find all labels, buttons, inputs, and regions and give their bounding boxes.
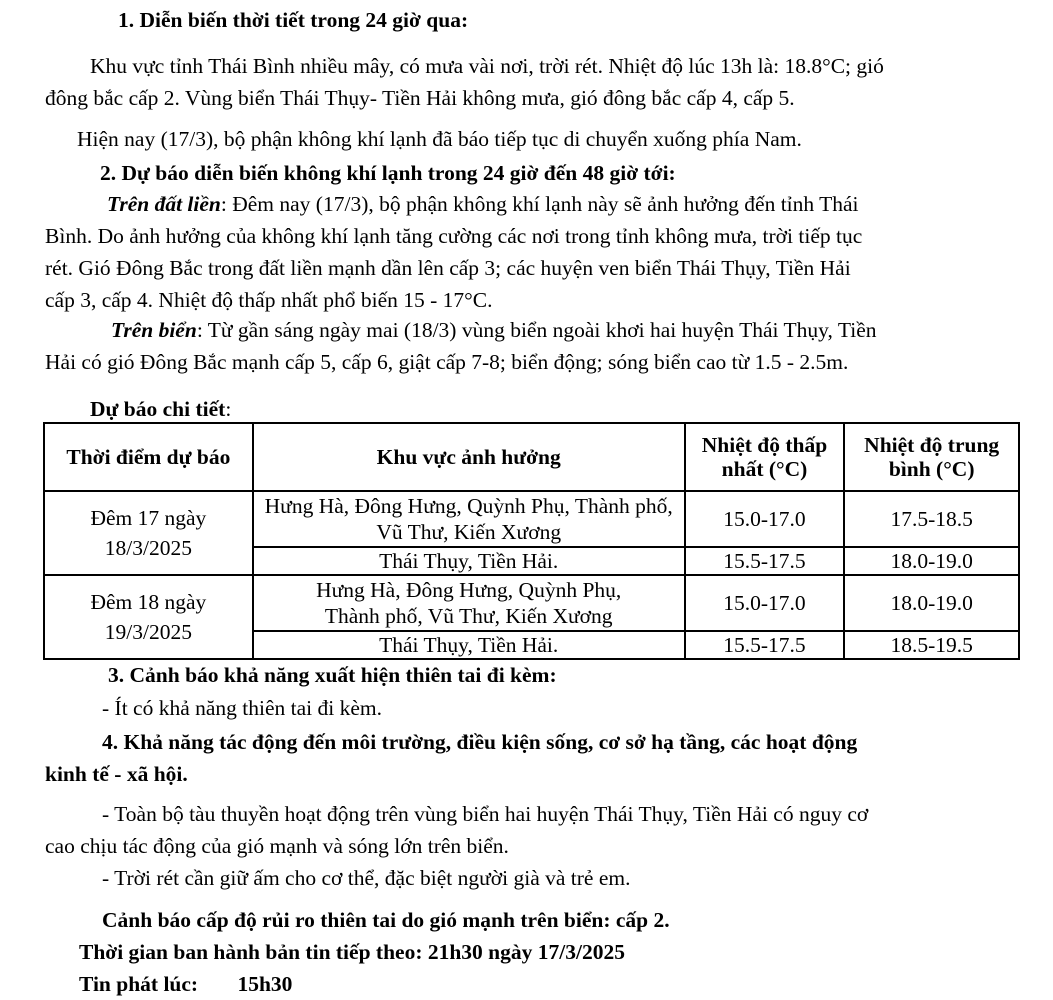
issued-label: Tin phát lúc: [79,972,199,996]
land-label: Trên đất liền [107,192,221,216]
section3-heading: 3. Cảnh báo khả năng xuất hiện thiên tai đi kèm: [108,663,557,687]
section4-item2: - Trời rét cần giữ ấm cho cơ thể, đặc biệt người già và trẻ em. [102,866,631,890]
sea-label: Trên biển [111,318,197,342]
area-cell: Thái Thụy, Tiền Hải. [253,631,685,659]
section1-paragraph-line2: đông bắc cấp 2. Vùng biển Thái Thụy- Tiền Hải không mưa, gió đông bắc cấp 4, cấp 5. [45,86,795,110]
land-forecast-line3: rét. Gió Đông Bắc trong đất liền mạnh dần lên cấp 3; các huyện ven biển Thái Thụy, Tiền Hải [45,256,851,280]
section3-item: - Ít có khả năng thiên tai đi kèm. [102,696,383,720]
area-cell: Hưng Hà, Đông Hưng, Quỳnh Phụ, Thành phố, Vũ Thư, Kiến Xương [253,491,685,547]
section4-heading-line2: kinh tế - xã hội. [45,762,188,786]
forecast-time-cell: Đêm 17 ngày 18/3/2025 [44,491,253,575]
area-cell: Thái Thụy, Tiền Hải. [253,547,685,575]
avg-temp-cell: 18.5-19.5 [844,631,1019,659]
forecast-time-cell: Đêm 18 ngày 19/3/2025 [44,575,253,659]
header-avg-temp: Nhiệt độ trung bình (°C) [844,423,1019,491]
min-temp-cell: 15.5-17.5 [685,547,845,575]
sea-forecast-line1 [111,314,877,346]
min-temp-cell: 15.5-17.5 [685,631,845,659]
forecast-table [43,422,1020,660]
detail-label-text: Dự báo chi tiết [90,397,226,421]
land-text: : Đêm nay (17/3), bộ phận không khí lạnh này sẽ ảnh hưởng đến tỉnh Thái [220,192,859,216]
section1-heading: 1. Diễn biến thời tiết trong 24 giờ qua: [118,8,469,32]
sea-text: : Từ gần sáng ngày mai (18/3) vùng biển ngoài khơi hai huyện Thái Thụy, Tiền [196,318,877,342]
section1-paragraph-line1: Khu vực tỉnh Thái Bình nhiều mây, có mưa vài nơi, trời rét. Nhiệt độ lúc 13h là: 18.8°C; gió [90,54,884,78]
section4-item1-line1: - Toàn bộ tàu thuyền hoạt động trên vùng biển hai huyện Thái Thụy, Tiền Hải có nguy cơ [102,802,869,826]
next-bulletin-time: Thời gian ban hành bản tin tiếp theo: 21h30 ngày 17/3/2025 [79,940,625,964]
header-min-temp: Nhiệt độ thấp nhất (°C) [685,423,845,491]
section1-paragraph2: Hiện nay (17/3), bộ phận không khí lạnh đã báo tiếp tục di chuyển xuống phía Nam. [77,127,802,151]
min-temp-cell: 15.0-17.0 [685,575,845,631]
land-forecast-line1 [107,188,859,220]
min-temp-cell: 15.0-17.0 [685,491,845,547]
sea-forecast-line2: Hải có gió Đông Bắc mạnh cấp 5, cấp 6, giật cấp 7-8; biển động; sóng biển cao từ 1.5 - 2.5m. [45,350,849,374]
avg-temp-cell: 18.0-19.0 [844,547,1019,575]
table-row [44,575,1019,631]
avg-temp-cell: 18.0-19.0 [844,575,1019,631]
section4-heading-line1: 4. Khả năng tác động đến môi trường, điều kiện sống, cơ sở hạ tầng, các hoạt động [102,730,858,754]
section4-item1-line2: cao chịu tác động của gió mạnh và sóng lớn trên biển. [45,834,509,858]
section2-heading: 2. Dự báo diễn biến không khí lạnh trong 24 giờ đến 48 giờ tới: [100,161,676,185]
land-forecast-line2: Bình. Do ảnh hưởng của không khí lạnh tăng cường các nơi trong tỉnh không mưa, trời tiếp tục [45,224,863,248]
risk-level-warning: Cảnh báo cấp độ rủi ro thiên tai do gió mạnh trên biển: cấp 2. [102,908,670,932]
header-affected-area: Khu vực ảnh hưởng [253,423,685,491]
issued-time: 15h30 [237,972,293,996]
area-cell: Hưng Hà, Đông Hưng, Quỳnh Phụ, Thành phố, Vũ Thư, Kiến Xương [253,575,685,631]
detail-forecast-label [90,393,231,425]
issued-time-row [79,968,292,1000]
land-forecast-line4: cấp 3, cấp 4. Nhiệt độ thấp nhất phổ biến 15 - 17°C. [45,288,493,312]
avg-temp-cell: 17.5-18.5 [844,491,1019,547]
header-forecast-time: Thời điểm dự báo [44,423,253,491]
table-header-row [44,423,1019,491]
detail-label-colon: : [225,397,232,421]
table-row [44,491,1019,547]
